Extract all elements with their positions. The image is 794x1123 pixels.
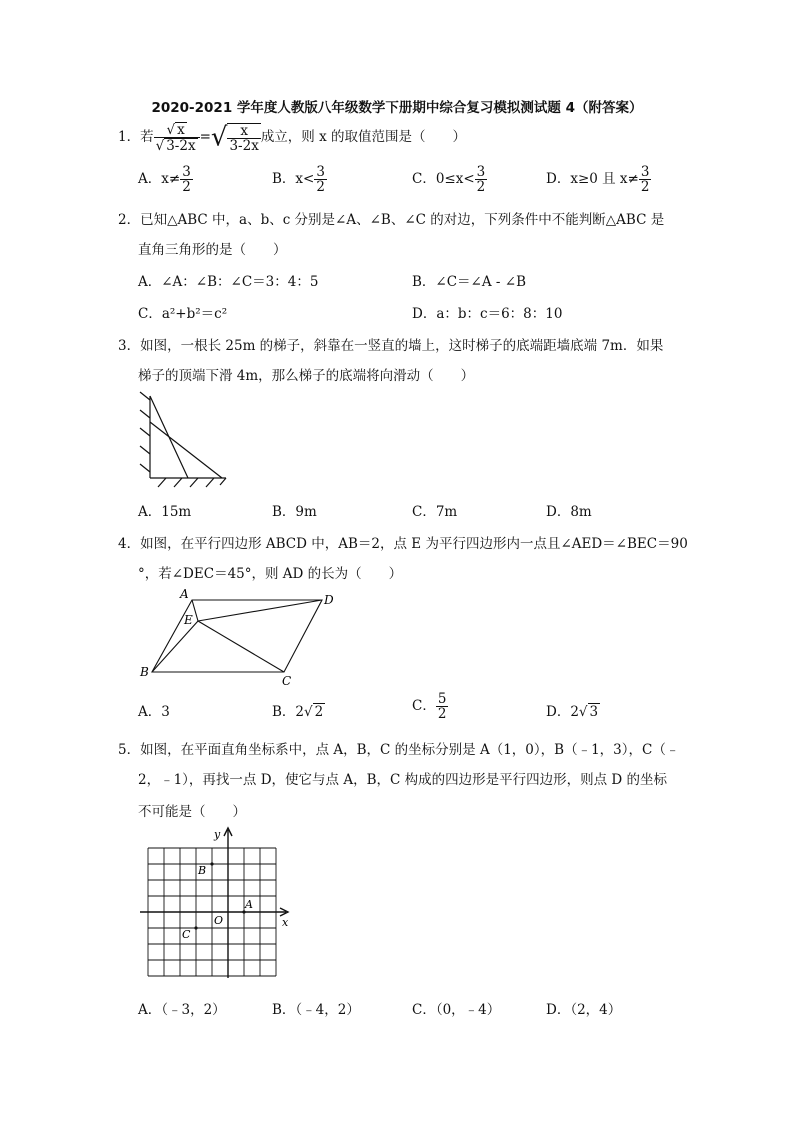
point-c [194,926,197,929]
q4-option-a[interactable]: A．3 [138,704,170,720]
label-origin: O [214,914,224,927]
segment-ae [192,600,198,621]
q1-option-d[interactable]: D．x≥0 且 x≠ $\frac{3}{2}$ [546,164,650,196]
ladder-slid [150,422,222,478]
question-5-line-1: 5．如图，在平面直角坐标系中，点 A，B，C 的坐标分别是 A（1，0），B（﹣1，3），C（﹣ [118,742,680,758]
q5-option-b[interactable]: B．（﹣4，2） [272,1002,360,1018]
segment-eb [152,621,198,672]
ground-hatch [158,478,226,487]
q5-option-c[interactable]: C．（0，﹣4） [412,1002,501,1018]
q5-option-a[interactable]: A．（﹣3，2） [138,1002,226,1018]
question-3-line-2: 梯子的顶端下滑 4m，那么梯子的底端将向滑动（ ） [138,368,475,384]
coordinate-grid-figure [136,826,296,984]
wall-hatch [140,392,150,472]
label-point-a: A [245,898,253,911]
q1-option-a[interactable]: A．x≠ $\frac{3}{2}$ [138,164,191,196]
parallelogram-abcd [152,600,322,672]
question-1: 1．若 $\frac{√ x}{√ 3-2x}$ =√ $\frac{x}{3-2x}$ 成立，则 x 的取值范围是（ ） [118,122,467,155]
ladder-figure [136,390,236,490]
question-2-line-1: 2．已知△ABC 中，a、b、c 分别是∠A、∠B、∠C 的对边，下列条件中不能判断△ABC 是 [118,212,665,228]
q5-option-d[interactable]: D．（2，4） [546,1002,622,1018]
segment-ed [198,600,322,621]
label-y-axis: y [214,828,221,841]
q1-frac-right: $\frac{x}{3-2x}$ [229,122,259,154]
q3-option-c[interactable]: C．7m [412,504,458,520]
label-point-c: C [182,928,191,941]
q3-option-d[interactable]: D．8m [546,504,592,520]
q4-option-d[interactable]: D．2√ 3 [546,704,599,720]
segment-ec [198,621,284,672]
q1-lead: 若 [140,129,154,146]
question-5-line-3: 不可能是（ ） [138,804,246,820]
parallelogram-figure [136,586,346,688]
q3-option-b[interactable]: B．9m [272,504,317,520]
q3-option-a[interactable]: A．15m [138,504,192,520]
label-d: D [324,593,334,607]
q4-option-c[interactable]: C． $\frac{5}{2}$ [412,691,447,723]
q4-option-b[interactable]: B．2√ 2 [272,704,324,720]
question-3-line-1: 3．如图，一根长 25m 的梯子，斜靠在一竖直的墙上，这时梯子的底端距墙底端 7m．如果 [118,338,664,354]
q2-option-b[interactable]: B．∠C＝∠A - ∠B [412,274,526,290]
q1-option-b[interactable]: B．x< $\frac{3}{2}$ [272,164,325,196]
question-2-line-2: 直角三角形的是（ ） [138,242,287,258]
question-4-line-2: °，若∠DEC＝45°，则 AD 的长为（ ） [138,566,403,582]
label-e: E [184,613,193,627]
question-4-line-1: 4．如图，在平行四边形 ABCD 中，AB＝2，点 E 为平行四边形内一点且∠AED＝∠BEC＝90 [118,536,688,552]
q1-frac-left: $\frac{√ x}{√ 3-2x}$ [154,122,200,153]
label-x-axis: x [282,916,289,929]
label-c: C [282,674,292,688]
q1-number: 1． [118,129,141,146]
question-5-line-2: 2，﹣1），再找一点 D，使它与点 A，B，C 构成的四边形是平行四边形，则点 D 的坐标 [138,772,668,788]
point-b [210,862,213,865]
q1-eq: = [199,129,211,146]
q2-option-a[interactable]: A．∠A：∠B：∠C＝3：4：5 [138,274,319,290]
q2-option-c[interactable]: C．a²+b²＝c² [138,306,228,322]
label-b: B [140,665,149,679]
label-point-b: B [198,864,207,877]
page-title: 2020-2021 学年度人教版八年级数学下册期中综合复习模拟测试题 4（附答案） [151,100,643,116]
q1-option-c[interactable]: C．0≤x< $\frac{3}{2}$ [412,164,486,196]
label-a: A [180,587,189,601]
q2-option-d[interactable]: D．a：b：c＝6：8：10 [412,306,563,322]
q1-tail: 成立，则 x 的取值范围是（ ） [260,129,467,146]
